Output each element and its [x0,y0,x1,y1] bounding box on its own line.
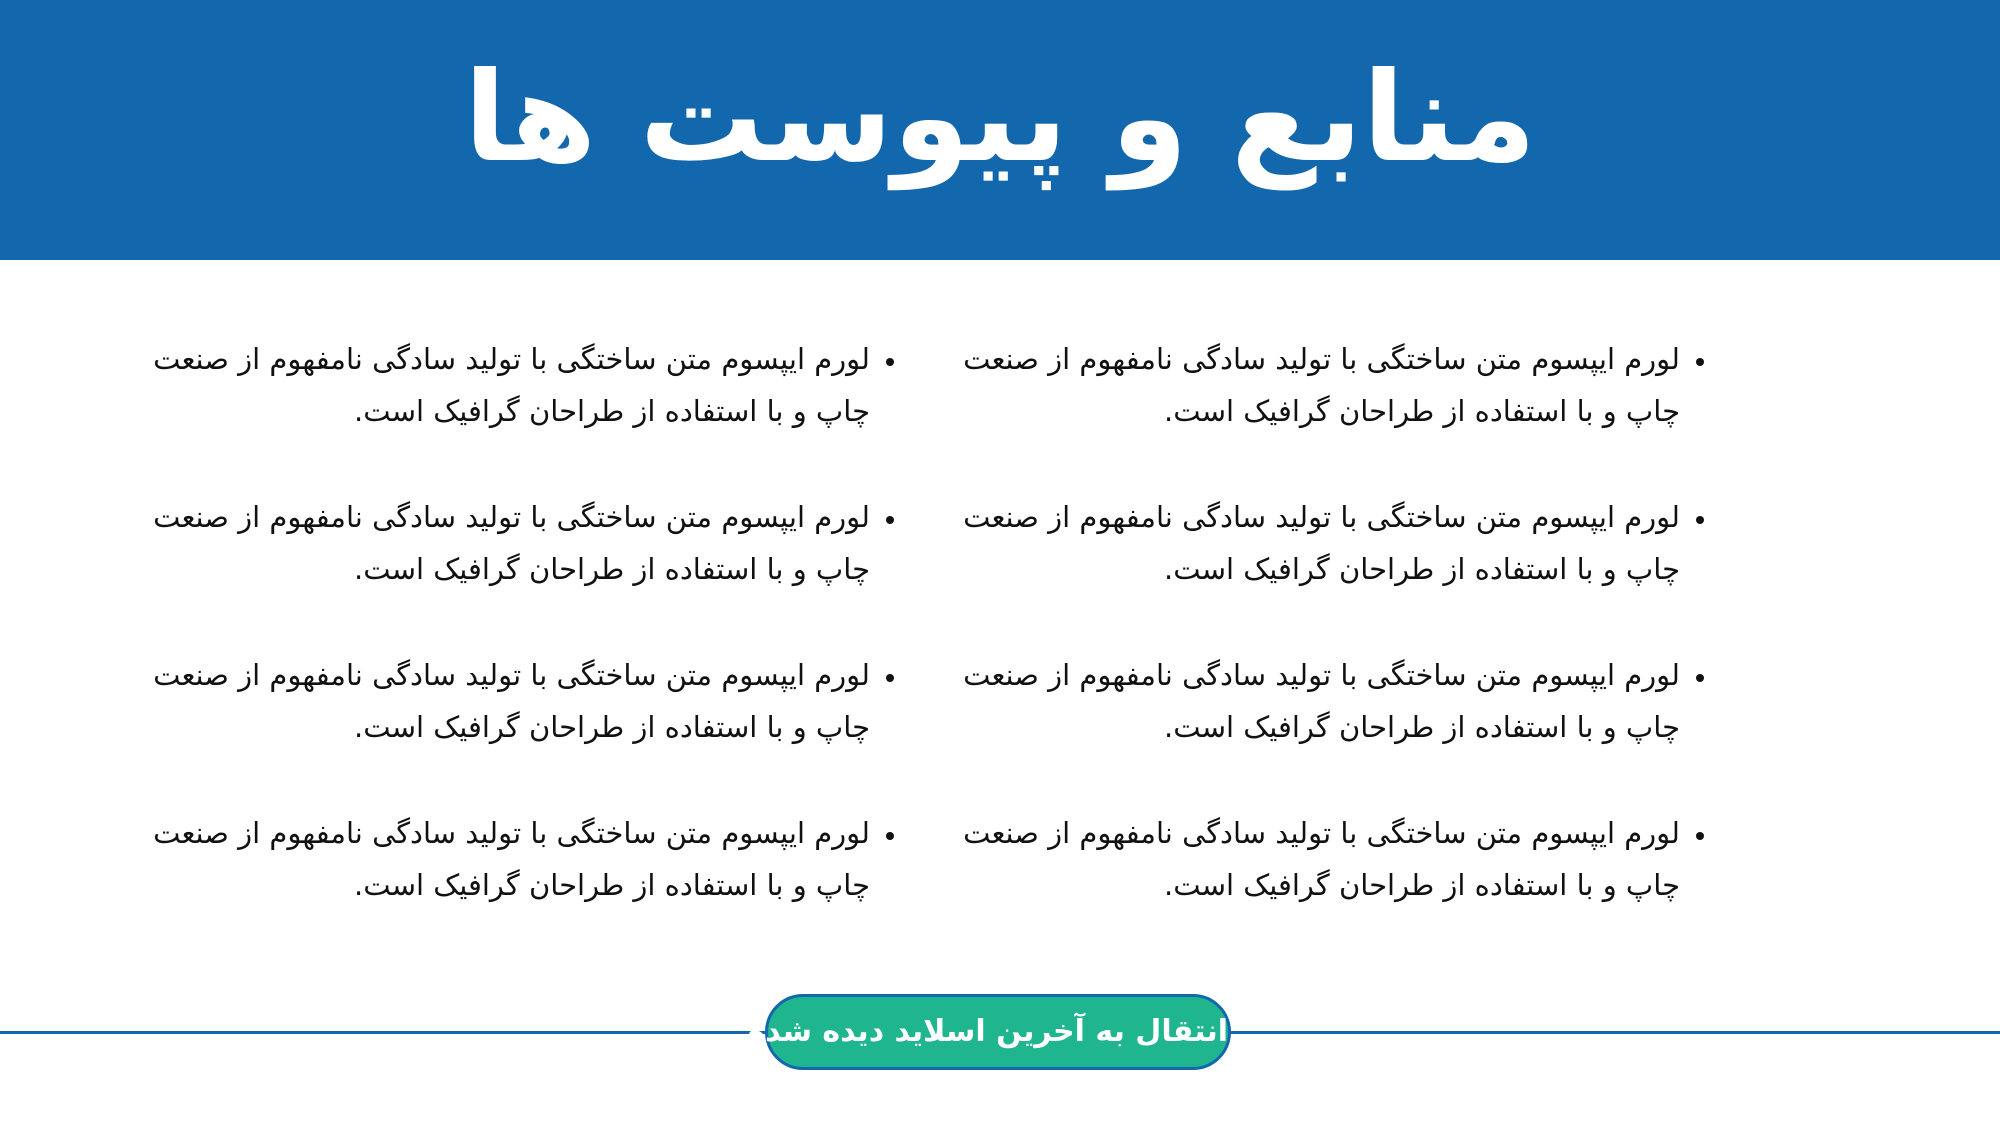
bullet-text: لورم ایپسوم متن ساختگی با تولید سادگی نامفهوم از صنعت چاپ و با استفاده از طراحان گرافیک است. [153,816,870,902]
bullet-text: لورم ایپسوم متن ساختگی با تولید سادگی نامفهوم از صنعت چاپ و با استفاده از طراحان گرافیک است. [153,500,870,586]
bullet-icon [886,358,894,366]
list-item [150,649,910,807]
bullet-icon [1696,516,1704,524]
list-item [150,807,910,965]
last-viewed-slide-button[interactable]: انتقال به آخرین اسلاید دیده شده [765,994,1231,1070]
left-bullet-list [150,333,910,965]
bullet-icon [886,832,894,840]
bullet-icon [886,674,894,682]
title-banner [0,0,2000,260]
bullet-text: لورم ایپسوم متن ساختگی با تولید سادگی نامفهوم از صنعت چاپ و با استفاده از طراحان گرافیک است. [963,342,1680,428]
list-item [960,333,1720,491]
list-item [960,491,1720,649]
bullet-icon [1696,674,1704,682]
list-item [150,333,910,491]
bullet-icon [886,516,894,524]
list-item [960,649,1720,807]
list-item [150,491,910,649]
bullet-text: لورم ایپسوم متن ساختگی با تولید سادگی نامفهوم از صنعت چاپ و با استفاده از طراحان گرافیک است. [963,500,1680,586]
bullet-icon [1696,832,1704,840]
right-bullet-list [960,333,1720,965]
bullet-text: لورم ایپسوم متن ساختگی با تولید سادگی نامفهوم از صنعت چاپ و با استفاده از طراحان گرافیک است. [153,658,870,744]
bullet-icon [1696,358,1704,366]
bullet-text: لورم ایپسوم متن ساختگی با تولید سادگی نامفهوم از صنعت چاپ و با استفاده از طراحان گرافیک است. [963,658,1680,744]
list-item [960,807,1720,965]
bullet-text: لورم ایپسوم متن ساختگی با تولید سادگی نامفهوم از صنعت چاپ و با استفاده از طراحان گرافیک است. [153,342,870,428]
bullet-text: لورم ایپسوم متن ساختگی با تولید سادگی نامفهوم از صنعت چاپ و با استفاده از طراحان گرافیک است. [963,816,1680,902]
slide-title: منابع و پیوست ها [463,46,1537,190]
